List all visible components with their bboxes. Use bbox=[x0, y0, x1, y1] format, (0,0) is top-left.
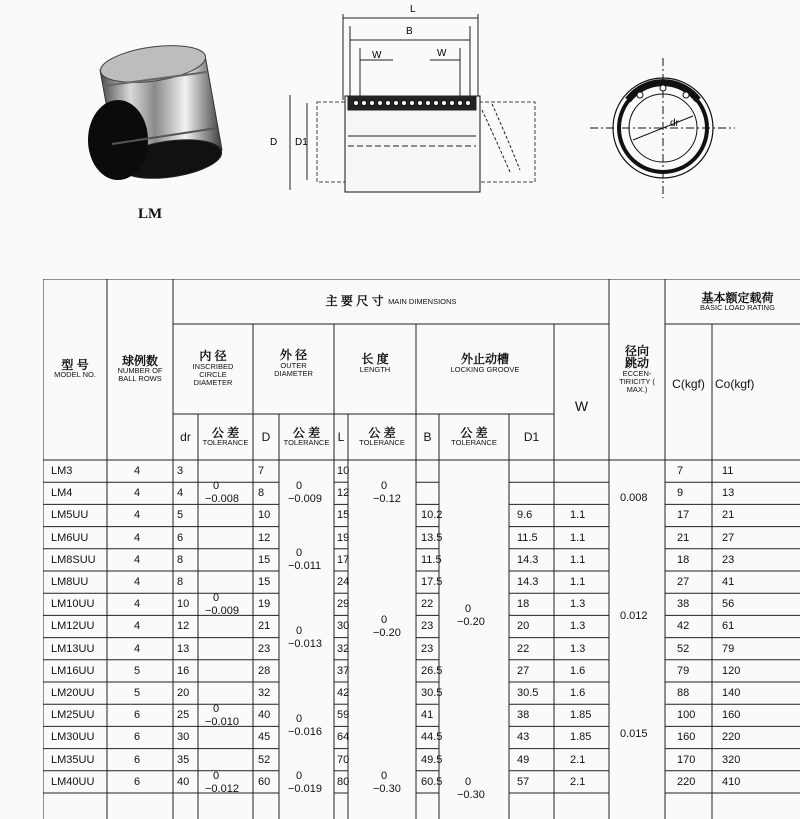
cell-d1: 27 bbox=[517, 664, 530, 677]
header-length-en: LENGTH bbox=[359, 364, 391, 374]
header-load bbox=[665, 283, 800, 321]
dim-w-left-label: W bbox=[372, 50, 382, 61]
cell-model: LM6UU bbox=[51, 531, 89, 544]
cell-balls: 6 bbox=[134, 731, 141, 744]
tol-b-1-upper: 0 bbox=[465, 603, 472, 615]
tol-dr-4-upper: 0 bbox=[213, 770, 220, 782]
cell-l: 17 bbox=[337, 553, 350, 566]
end-view bbox=[590, 58, 735, 198]
cell-c: 100 bbox=[677, 709, 696, 722]
cell-dr: 13 bbox=[177, 642, 190, 655]
tol-l-1-upper: 0 bbox=[381, 480, 388, 492]
tol-dr-group-3 bbox=[205, 703, 239, 728]
cell-l: 42 bbox=[337, 687, 350, 699]
tol-b-group-2 bbox=[457, 776, 485, 801]
ecc-group-1: 0.008 bbox=[620, 492, 648, 504]
cell-d: 12 bbox=[258, 531, 271, 544]
header-length bbox=[334, 341, 416, 386]
tol-d-4-upper: 0 bbox=[296, 713, 303, 725]
cell-c: 170 bbox=[677, 753, 696, 766]
subheader-tol-dr-en: TOLERANCE bbox=[202, 438, 249, 448]
tol-d-1-upper: 0 bbox=[296, 480, 303, 492]
tol-dr-3-lower: −0.010 bbox=[205, 715, 239, 728]
header-inner-en: INSCRIBED CIRCLE DIAMETER bbox=[192, 361, 234, 387]
cell-dr: 5 bbox=[177, 509, 184, 522]
cell-co: 120 bbox=[722, 664, 741, 677]
cell-l: 37 bbox=[337, 664, 350, 677]
dim-d-label: D bbox=[270, 137, 278, 148]
subheader-tol-d-cn: 公 差 bbox=[292, 425, 321, 440]
cell-c: 79 bbox=[677, 664, 690, 677]
cell-l: 59 bbox=[337, 709, 350, 722]
cell-d1: 11.5 bbox=[517, 531, 538, 544]
cell-c: 18 bbox=[677, 553, 690, 566]
cell-d: 15 bbox=[258, 553, 271, 566]
cell-c: 160 bbox=[677, 731, 696, 744]
tol-d-5-lower: −0.019 bbox=[288, 782, 322, 795]
ecc-group-3: 0.015 bbox=[620, 728, 648, 740]
cell-w: 1.6 bbox=[570, 664, 586, 677]
tol-l-group-2 bbox=[373, 614, 401, 639]
cell-b: 49.5 bbox=[421, 753, 443, 766]
tol-l-3-upper: 0 bbox=[381, 770, 388, 782]
ecc-group-2: 0.012 bbox=[620, 610, 648, 622]
cell-d: 52 bbox=[258, 753, 271, 766]
cell-model: LM35UU bbox=[51, 753, 95, 766]
header-outer-en: OUTER DIAMETER bbox=[274, 360, 313, 378]
cell-w: 1.85 bbox=[570, 709, 592, 722]
header-inner bbox=[173, 341, 253, 396]
cell-dr: 20 bbox=[177, 687, 190, 699]
cell-d1: 43 bbox=[517, 731, 530, 744]
cell-d1: 14.3 bbox=[517, 553, 539, 566]
header-balls-en: NUMBER OF BALL ROWS bbox=[117, 366, 163, 384]
cell-model: LM12UU bbox=[51, 620, 95, 633]
subheader-d1: D1 bbox=[523, 429, 540, 444]
cell-d: 45 bbox=[258, 731, 271, 744]
cell-l: 24 bbox=[337, 576, 350, 588]
tol-d-group-4 bbox=[288, 713, 322, 738]
cell-c: 38 bbox=[677, 598, 690, 611]
cell-dr: 40 bbox=[177, 775, 190, 788]
tol-d-5-upper: 0 bbox=[296, 770, 303, 782]
cell-w: 1.3 bbox=[570, 620, 586, 633]
cell-d1: 14.3 bbox=[517, 576, 539, 588]
cell-balls: 4 bbox=[134, 487, 141, 500]
spec-table bbox=[43, 279, 800, 819]
bearing-photo bbox=[88, 40, 224, 184]
cell-balls: 4 bbox=[134, 642, 141, 655]
tol-l-1-lower: −0.12 bbox=[373, 492, 401, 505]
cell-d: 21 bbox=[258, 620, 271, 633]
cell-d1: 49 bbox=[517, 753, 530, 766]
cell-w: 2.1 bbox=[570, 775, 586, 788]
cell-b: 41 bbox=[421, 709, 434, 722]
subheader-l: L bbox=[337, 429, 345, 444]
header-groove-en: LOCKING GROOVE bbox=[450, 364, 520, 374]
tol-dr-1-upper: 0 bbox=[213, 480, 220, 492]
cell-w: 1.3 bbox=[570, 598, 586, 611]
cell-l: 19 bbox=[337, 531, 350, 544]
cell-dr: 30 bbox=[177, 731, 190, 744]
cell-b: 17.5 bbox=[421, 576, 443, 588]
cell-co: 41 bbox=[722, 576, 735, 588]
tol-d-3-upper: 0 bbox=[296, 625, 303, 637]
cell-balls: 4 bbox=[134, 531, 141, 544]
header-co: Co(kgf) bbox=[715, 376, 755, 391]
tol-d-4-lower: −0.016 bbox=[288, 725, 322, 738]
cell-co: 140 bbox=[722, 687, 741, 699]
cell-co: 23 bbox=[722, 553, 735, 566]
header-main-cn: 主 要 尺 寸 bbox=[325, 294, 384, 309]
subheader-tol-d-en: TOLERANCE bbox=[283, 438, 330, 448]
cell-b: 11.5 bbox=[421, 553, 442, 566]
cell-model: LM25UU bbox=[51, 709, 95, 722]
cell-d: 23 bbox=[258, 642, 271, 655]
cell-c: 17 bbox=[677, 509, 690, 522]
cell-dr: 4 bbox=[177, 487, 184, 500]
subheader-tol-d bbox=[279, 417, 334, 457]
tol-d-group-3 bbox=[288, 625, 322, 650]
cell-l: 10 bbox=[337, 465, 350, 477]
ball-row bbox=[354, 101, 471, 106]
header-w: W bbox=[574, 398, 589, 415]
cell-co: 56 bbox=[722, 598, 735, 611]
cell-d: 7 bbox=[258, 465, 265, 477]
tol-dr-group-2 bbox=[205, 592, 239, 617]
dim-w-right-label: W bbox=[437, 48, 447, 59]
cell-c: 88 bbox=[677, 687, 690, 699]
cell-d1: 18 bbox=[517, 598, 530, 611]
header-ecc bbox=[609, 329, 665, 409]
cell-w: 1.3 bbox=[570, 642, 586, 655]
cell-d1: 22 bbox=[517, 642, 530, 655]
tol-l-2-upper: 0 bbox=[381, 614, 388, 626]
cell-l: 80 bbox=[337, 775, 350, 788]
subheader-tol-b-en: TOLERANCE bbox=[451, 438, 497, 448]
header-groove bbox=[416, 341, 554, 386]
cell-model: LM30UU bbox=[51, 731, 95, 744]
cell-balls: 4 bbox=[134, 620, 141, 633]
subheader-tol-dr bbox=[198, 417, 253, 457]
tol-d-2-upper: 0 bbox=[296, 547, 303, 559]
tol-d-3-lower: −0.013 bbox=[288, 637, 322, 650]
cell-w: 1.6 bbox=[570, 687, 586, 699]
bearing-drawings bbox=[0, 0, 800, 240]
cell-c: 9 bbox=[677, 487, 684, 500]
subheader-tol-dr-cn: 公 差 bbox=[211, 425, 240, 440]
cell-dr: 8 bbox=[177, 576, 184, 588]
cell-balls: 4 bbox=[134, 598, 141, 611]
header-load-cn: 基本额定载荷 bbox=[701, 290, 774, 305]
tol-l-2-lower: −0.20 bbox=[373, 626, 401, 639]
cell-dr: 12 bbox=[177, 620, 190, 633]
cell-d: 15 bbox=[258, 576, 271, 588]
tol-d-group-2 bbox=[288, 547, 321, 572]
cell-d1: 9.6 bbox=[517, 509, 533, 522]
cell-co: 79 bbox=[722, 642, 735, 655]
product-label: LM bbox=[138, 206, 163, 222]
cell-l: 70 bbox=[337, 753, 350, 766]
header-groove-cn: 外止动槽 bbox=[460, 352, 509, 367]
cell-c: 7 bbox=[677, 465, 684, 477]
tol-d-group-1 bbox=[288, 480, 322, 505]
cell-w: 1.1 bbox=[570, 576, 586, 588]
cell-co: 320 bbox=[722, 753, 741, 766]
tol-dr-2-lower: −0.009 bbox=[205, 604, 239, 617]
cell-balls: 6 bbox=[134, 753, 141, 766]
cell-dr: 16 bbox=[177, 664, 190, 677]
cell-c: 42 bbox=[677, 620, 690, 633]
cell-co: 410 bbox=[722, 775, 741, 788]
cell-model: LM13UU bbox=[51, 642, 95, 655]
cell-c: 52 bbox=[677, 642, 690, 655]
tol-b-group-1 bbox=[457, 603, 485, 628]
tol-dr-group-4 bbox=[205, 770, 239, 795]
cell-co: 220 bbox=[722, 731, 741, 744]
cell-model: LM8UU bbox=[51, 576, 89, 588]
subheader-tol-l bbox=[348, 417, 416, 457]
cell-d: 28 bbox=[258, 664, 271, 677]
tol-dr-2-upper: 0 bbox=[213, 592, 220, 604]
tol-dr-3-upper: 0 bbox=[213, 703, 220, 715]
cell-balls: 4 bbox=[134, 553, 141, 566]
cell-b: 23 bbox=[421, 620, 434, 633]
cell-b: 26.5 bbox=[421, 664, 443, 677]
cell-d: 40 bbox=[258, 709, 271, 722]
cell-b: 60.5 bbox=[421, 775, 443, 788]
cell-dr: 35 bbox=[177, 753, 190, 766]
header-outer-cn: 外 径 bbox=[279, 348, 308, 363]
cell-co: 21 bbox=[722, 509, 735, 522]
cell-dr: 8 bbox=[177, 553, 184, 566]
subheader-dr: dr bbox=[180, 429, 191, 444]
cell-w: 1.1 bbox=[570, 509, 586, 522]
cell-d1: 30.5 bbox=[517, 687, 539, 699]
cell-model: LM8SUU bbox=[51, 553, 96, 566]
cell-co: 13 bbox=[722, 487, 735, 500]
cell-balls: 6 bbox=[134, 709, 141, 722]
cell-balls: 4 bbox=[134, 576, 141, 588]
header-main-en: MAIN DIMENSIONS bbox=[388, 296, 457, 306]
cell-w: 1.1 bbox=[570, 531, 586, 544]
dim-b-label: B bbox=[406, 26, 413, 37]
cell-balls: 5 bbox=[134, 664, 141, 677]
cell-w: 1.85 bbox=[570, 731, 592, 744]
cell-balls: 4 bbox=[134, 465, 141, 477]
header-ecc-cn: 径向 跳动 bbox=[624, 343, 649, 371]
cell-model: LM4 bbox=[51, 487, 73, 500]
cell-dr: 25 bbox=[177, 709, 190, 722]
dim-d1-label: D1 bbox=[295, 137, 308, 148]
subheader-b: B bbox=[423, 429, 432, 444]
cell-d1: 38 bbox=[517, 709, 530, 722]
subheader-tol-b bbox=[439, 417, 509, 457]
cell-d: 32 bbox=[258, 687, 271, 699]
header-model-en: MODEL NO. bbox=[54, 370, 96, 380]
cell-model: LM40UU bbox=[51, 775, 95, 788]
cell-model: LM20UU bbox=[51, 687, 95, 699]
cell-w: 1.1 bbox=[570, 553, 586, 566]
cell-co: 160 bbox=[722, 709, 741, 722]
tol-d-1-lower: −0.009 bbox=[288, 492, 322, 505]
cell-b: 13.5 bbox=[421, 531, 443, 544]
header-balls bbox=[107, 334, 173, 404]
cell-dr: 10 bbox=[177, 598, 190, 611]
header-ecc-en: ECCEN- TIRICITY ( MAX.) bbox=[619, 368, 655, 394]
dim-dr-label: dr bbox=[670, 118, 679, 129]
tol-l-group-3 bbox=[373, 770, 401, 795]
cell-c: 21 bbox=[677, 531, 690, 544]
cell-model: LM5UU bbox=[51, 509, 89, 522]
cell-model: LM3 bbox=[51, 465, 73, 477]
cell-model: LM10UU bbox=[51, 598, 95, 611]
cell-model: LM16UU bbox=[51, 664, 95, 677]
subheader-tol-l-en: TOLERANCE bbox=[359, 438, 405, 448]
header-main bbox=[173, 289, 609, 314]
tol-d-2-lower: −0.011 bbox=[288, 559, 322, 572]
header-inner-cn: 内 径 bbox=[199, 349, 227, 364]
cell-d: 10 bbox=[258, 509, 271, 522]
subheader-tol-b-cn: 公 差 bbox=[460, 425, 488, 440]
tol-l-3-lower: −0.30 bbox=[373, 782, 401, 795]
tol-b-2-lower: −0.30 bbox=[457, 788, 485, 801]
cell-balls: 5 bbox=[134, 687, 141, 699]
cell-balls: 4 bbox=[134, 509, 141, 522]
tol-b-1-lower: −0.20 bbox=[457, 615, 485, 628]
cell-balls: 6 bbox=[134, 775, 141, 788]
cell-c: 220 bbox=[677, 775, 696, 788]
tol-b-2-upper: 0 bbox=[465, 776, 472, 788]
cell-dr: 3 bbox=[177, 465, 184, 477]
cell-b: 10.2 bbox=[421, 509, 443, 522]
header-balls-cn: 球例数 bbox=[121, 353, 158, 368]
cell-co: 27 bbox=[722, 531, 735, 544]
cell-d: 19 bbox=[258, 598, 271, 611]
cell-co: 61 bbox=[722, 620, 735, 633]
subheader-d: D bbox=[261, 429, 271, 444]
tol-l-group-1 bbox=[373, 480, 401, 505]
cell-w: 2.1 bbox=[570, 753, 586, 766]
header-outer bbox=[253, 341, 334, 386]
header-load-en: BASIC LOAD RATING bbox=[700, 303, 775, 313]
tol-d-group-5 bbox=[288, 770, 322, 795]
cell-b: 23 bbox=[421, 642, 434, 655]
tol-dr-4-lower: −0.012 bbox=[205, 782, 239, 795]
header-model-cn: 型 号 bbox=[61, 357, 89, 372]
cell-l: 32 bbox=[337, 642, 350, 655]
cell-l: 29 bbox=[337, 598, 350, 611]
cell-b: 22 bbox=[421, 598, 434, 611]
cell-l: 64 bbox=[337, 731, 350, 744]
cell-dr: 6 bbox=[177, 531, 184, 544]
cell-co: 11 bbox=[722, 465, 734, 477]
cell-l: 12 bbox=[337, 487, 350, 500]
cell-c: 27 bbox=[677, 576, 690, 588]
header-model bbox=[43, 339, 107, 399]
subheader-tol-l-cn: 公 差 bbox=[368, 425, 396, 440]
cell-l: 30 bbox=[337, 620, 350, 633]
header-length-cn: 长 度 bbox=[361, 352, 389, 367]
cell-d1: 57 bbox=[517, 775, 530, 788]
cell-d1: 20 bbox=[517, 620, 530, 633]
header-c: C(kgf) bbox=[672, 376, 705, 391]
cell-b: 44.5 bbox=[421, 731, 443, 744]
cell-b: 30.5 bbox=[421, 687, 443, 699]
dim-l-label: L bbox=[410, 4, 416, 15]
cell-d: 60 bbox=[258, 775, 271, 788]
cell-l: 15 bbox=[337, 509, 350, 522]
cell-d: 8 bbox=[258, 487, 265, 500]
tol-dr-1-lower: −0.008 bbox=[205, 492, 239, 505]
tol-dr-group-1 bbox=[205, 480, 239, 505]
